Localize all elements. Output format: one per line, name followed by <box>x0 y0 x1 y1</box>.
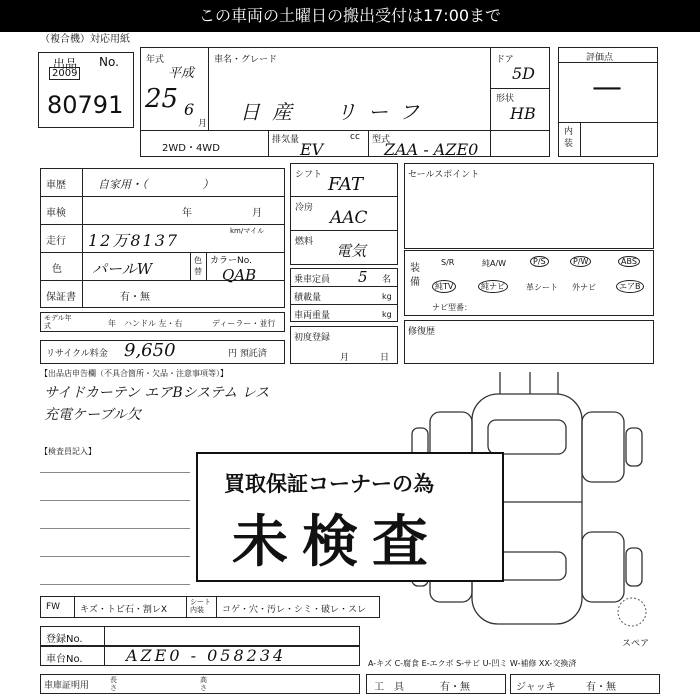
lot-year: 2009 <box>49 67 80 80</box>
jack-label: ジャッキ <box>516 682 556 693</box>
spare-tire-icon <box>618 598 646 626</box>
form-subtitle: （複合機）対応用紙 <box>40 34 130 45</box>
jack-value: 有・無 <box>586 682 616 693</box>
equip-navi: 純ナビ <box>478 280 508 293</box>
registration-label: 登録No. <box>46 634 83 645</box>
equip-aw: 純A/W <box>482 259 507 268</box>
capacity-value: 5 <box>358 268 368 286</box>
color-value: パールW <box>92 260 153 278</box>
equip-airbag: エアB <box>616 280 644 293</box>
chassis-label: 車台No. <box>46 654 83 665</box>
shape-label: 形状 <box>496 94 515 104</box>
capacity-unit: 名 <box>382 275 392 285</box>
load-unit: kg <box>382 292 392 301</box>
model-year-label: モデル年式 <box>44 314 72 330</box>
fuel-value: 電気 <box>336 242 367 260</box>
month-unit: 月 <box>198 119 208 129</box>
inspector-label: 【検査員記入】 <box>40 447 96 456</box>
history-value: 自家用・（ ） <box>98 178 214 191</box>
dealer-type: ディーラー・並行 <box>212 319 276 328</box>
equip-abs: ABS <box>618 256 640 267</box>
fw-label: FW <box>46 602 61 612</box>
lot-no-label: No. <box>99 55 119 69</box>
handle-side: ハンドル 左・右 <box>124 319 183 328</box>
recycle-value: 9,650 <box>124 340 176 361</box>
color-change-label: 色替 <box>194 256 202 276</box>
first-reg-day: 日 <box>380 353 390 363</box>
region-label: 出品 <box>53 57 78 71</box>
history-label: 車歴 <box>46 180 66 191</box>
score-value: — <box>592 70 622 105</box>
lot-box <box>38 52 134 128</box>
navi-model-label: ナビ型番： <box>432 303 472 312</box>
equipment-label: 装備 <box>410 263 420 288</box>
load-label: 積載量 <box>294 293 322 303</box>
seat-text: コゲ・穴・汚レ・シミ・破レ・スレ <box>222 605 367 615</box>
chassis-value: AZE0 - 058234 <box>126 646 287 665</box>
lot-number: 80791 <box>47 91 124 119</box>
displacement-label: 排気量 <box>272 135 300 145</box>
recycle-unit: 円 預託済 <box>228 349 267 359</box>
repair-history-box <box>404 320 654 364</box>
weight-unit: kg <box>382 310 392 319</box>
warranty-value: 有・無 <box>120 292 150 303</box>
interior-label: 内装 <box>564 127 574 149</box>
shift-label: シフト <box>295 170 323 180</box>
first-reg-month: 月 <box>340 353 350 363</box>
model-year-unit: 年 <box>108 319 116 328</box>
ac-label: 冷房 <box>295 203 314 213</box>
stamp-line2: 未検査 <box>232 510 442 575</box>
tools-label: 工 具 <box>374 682 404 693</box>
stamp-line1: 買取保証コーナーの為 <box>224 472 434 496</box>
repair-history-label: 修復歴 <box>408 327 436 337</box>
displacement-value: EV <box>300 140 324 159</box>
door-label: ドア <box>496 55 514 65</box>
damage-legend: A-キズ C-腐食 E-エクボ S-サビ U-凹ミ W-補修 XX-交換済 <box>368 659 577 668</box>
shaken-year: 年 <box>182 208 192 219</box>
equip-ext-navi: 外ナビ <box>572 283 596 292</box>
drive-type: 2WD・4WD <box>162 143 220 154</box>
score-label: 評価点 <box>586 53 614 63</box>
height-label: 高さ <box>200 676 207 692</box>
year-label: 年式 <box>146 55 165 65</box>
model-type-label: 型式 <box>372 135 391 145</box>
color-code-value: QAB <box>222 266 257 284</box>
equip-pw: P/W <box>570 256 591 267</box>
seat-label: シート内装 <box>190 598 211 614</box>
door-value: 5D <box>512 64 536 83</box>
era-value: 平成 <box>168 66 195 81</box>
month-value: 6 <box>184 100 195 119</box>
shaken-month: 月 <box>252 208 262 219</box>
equip-ps: P/S <box>530 256 549 267</box>
year-value: 25 <box>145 84 179 114</box>
color-label: 色 <box>52 264 62 275</box>
color-code-label: カラーNo. <box>210 256 252 266</box>
displacement-unit: cc <box>350 132 360 142</box>
notes-line1: サイドカーテン エアBシステム レス <box>44 385 270 401</box>
recycle-label: リサイクル料金 <box>46 349 108 359</box>
capacity-label: 乗車定員 <box>294 275 331 285</box>
shaken-label: 車検 <box>46 208 66 219</box>
name-value: 日産 リーフ <box>240 100 431 124</box>
fw-text: キズ・トビ石・割レX <box>80 605 167 615</box>
shape-value: HB <box>510 104 536 123</box>
mileage-unit: km/マイル <box>230 227 265 235</box>
mileage-label: 走行 <box>46 236 66 247</box>
equip-tv: 純TV <box>432 280 456 293</box>
notes-label: 【出品店申告欄（不具合箇所・欠品・注意事項等）】 <box>40 369 228 378</box>
first-reg-label: 初度登録 <box>294 333 331 343</box>
model-type-value: ZAA - AZE0 <box>384 140 479 159</box>
warranty-label: 保証書 <box>46 292 76 303</box>
not-inspected-stamp <box>196 452 504 582</box>
weight-label: 車両重量 <box>294 311 331 321</box>
equip-sr: S/R <box>441 258 455 267</box>
spare-label: スペア <box>622 639 650 649</box>
tools-value: 有・無 <box>440 682 470 693</box>
mileage-value: 12万8137 <box>88 231 180 250</box>
length-label: 長さ <box>110 676 117 692</box>
equip-leather: 革シート <box>526 283 558 292</box>
shift-value: FAT <box>328 174 363 195</box>
saturday-notice-banner: この車両の土曜日の搬出受付は17:00まで <box>0 0 700 32</box>
notes-line2: 充電ケーブル欠 <box>44 407 141 423</box>
garage-cert-label: 車庫証明用 <box>44 681 90 691</box>
name-label: 車名・グレード <box>214 55 278 65</box>
ac-value: AAC <box>330 208 368 228</box>
sales-point-label: セールスポイント <box>408 170 480 180</box>
registration-row <box>40 626 360 646</box>
fuel-label: 燃料 <box>295 237 314 247</box>
